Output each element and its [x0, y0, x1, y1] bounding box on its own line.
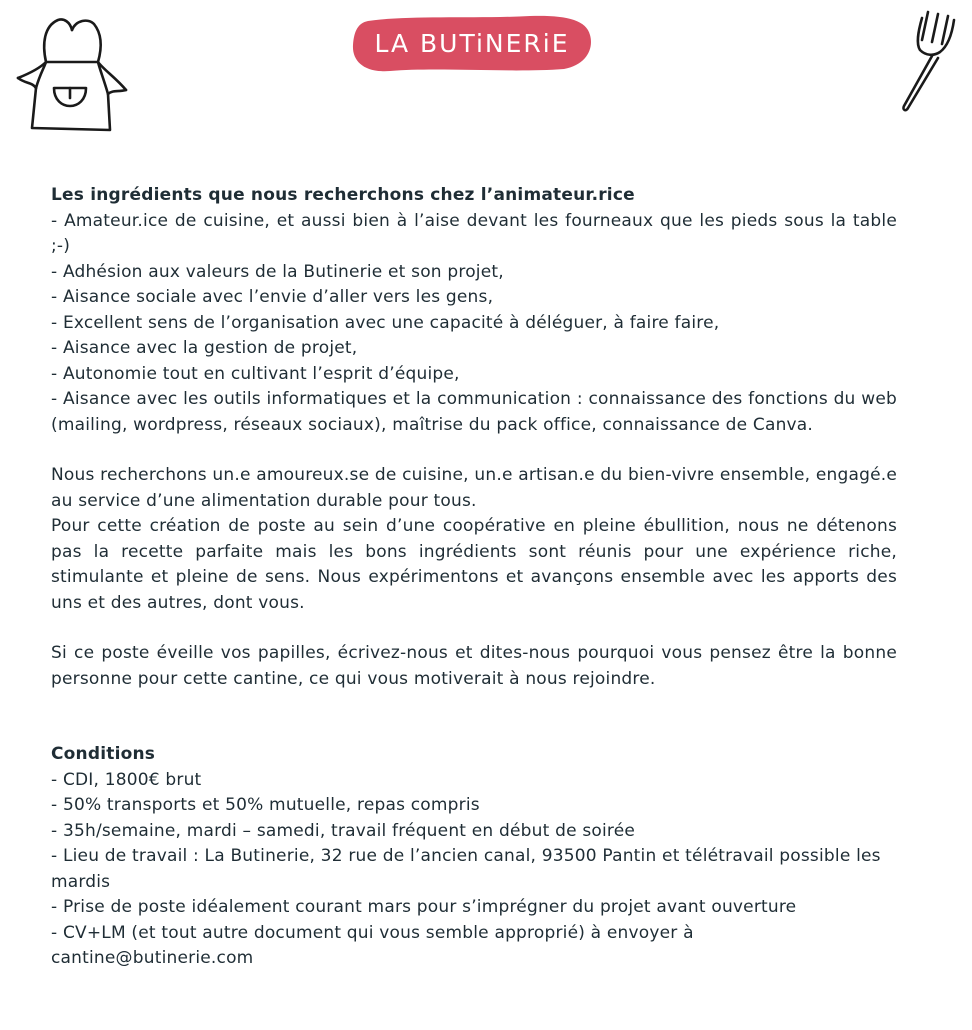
paragraph-call-to-action: Si ce poste éveille vos papilles, écrivez-nous et dites-nous pourquoi vous pensez être la bonne personne pour cette cantine, ce qui vous motiverait à nous rejoindre. [51, 643, 897, 689]
section-title-conditions: Conditions [51, 744, 156, 764]
job-description [51, 183, 897, 972]
list-item: - Adhésion aux valeurs de la Butinerie et son projet, [51, 261, 504, 282]
logo-text: LA BUTiNERiE [374, 28, 570, 58]
fork-icon [892, 4, 962, 114]
list-item: - Prise de poste idéalement courant mars pour s’imprégner du projet avant ouverture [51, 897, 797, 917]
list-item: - Autonomie tout en cultivant l’esprit d’équipe, [51, 363, 460, 384]
list-item: - Excellent sens de l’organisation avec une capacité à déléguer, à faire faire, [51, 312, 720, 333]
list-item: - Aisance avec la gestion de projet, [51, 338, 358, 358]
list-item: - 50% transports et 50% mutuelle, repas compris [51, 795, 480, 815]
requirements-list [51, 209, 897, 439]
list-item: - 35h/semaine, mardi – samedi, travail fréquent en début de soirée [51, 820, 636, 841]
paragraph-profile: Nous recherchons un.e amoureux.se de cuisine, un.e artisan.e du bien-vivre ensemble, engagé.e au service d’une alimentation durable pour tous. [51, 465, 897, 511]
conditions-list [51, 768, 897, 972]
list-item: - CV+LM (et tout autre document qui vous semble approprié) à envoyer à cantine@butinerie.com [51, 922, 694, 968]
paragraph-context: Pour cette création de poste au sein d’une coopérative en pleine ébullition, nous ne détenons pas la recette parfaite mais les bons ingrédients sont réunis pour une expérience riche, stimulante et pleine de sens. Nous expérimentons et avançons ensemble avec les apports des uns et des autres, dont vous. [51, 516, 897, 613]
list-item: - Amateur.ice de cuisine, et aussi bien à l’aise devant les fourneaux que les pieds sous la table ;-) [51, 210, 897, 256]
list-item: - Aisance sociale avec l’envie d’aller vers les gens, [51, 287, 494, 307]
list-item: - Aisance avec les outils informatiques et la communication : connaissance des fonctions du web (mailing, wordpress, réseaux sociaux), maîtrise du pack office, connaissance de Canva. [51, 389, 897, 435]
section-title-ingredients: Les ingrédients que nous recherchons chez l’animateur.rice [51, 185, 635, 205]
brand-logo [350, 13, 594, 73]
apron-icon [6, 14, 130, 132]
list-item: - CDI, 1800€ brut [51, 769, 202, 790]
list-item: - Lieu de travail : La Butinerie, 32 rue de l’ancien canal, 93500 Pantin et télétravail possible les mardis [51, 846, 881, 892]
page-header [0, 0, 972, 140]
